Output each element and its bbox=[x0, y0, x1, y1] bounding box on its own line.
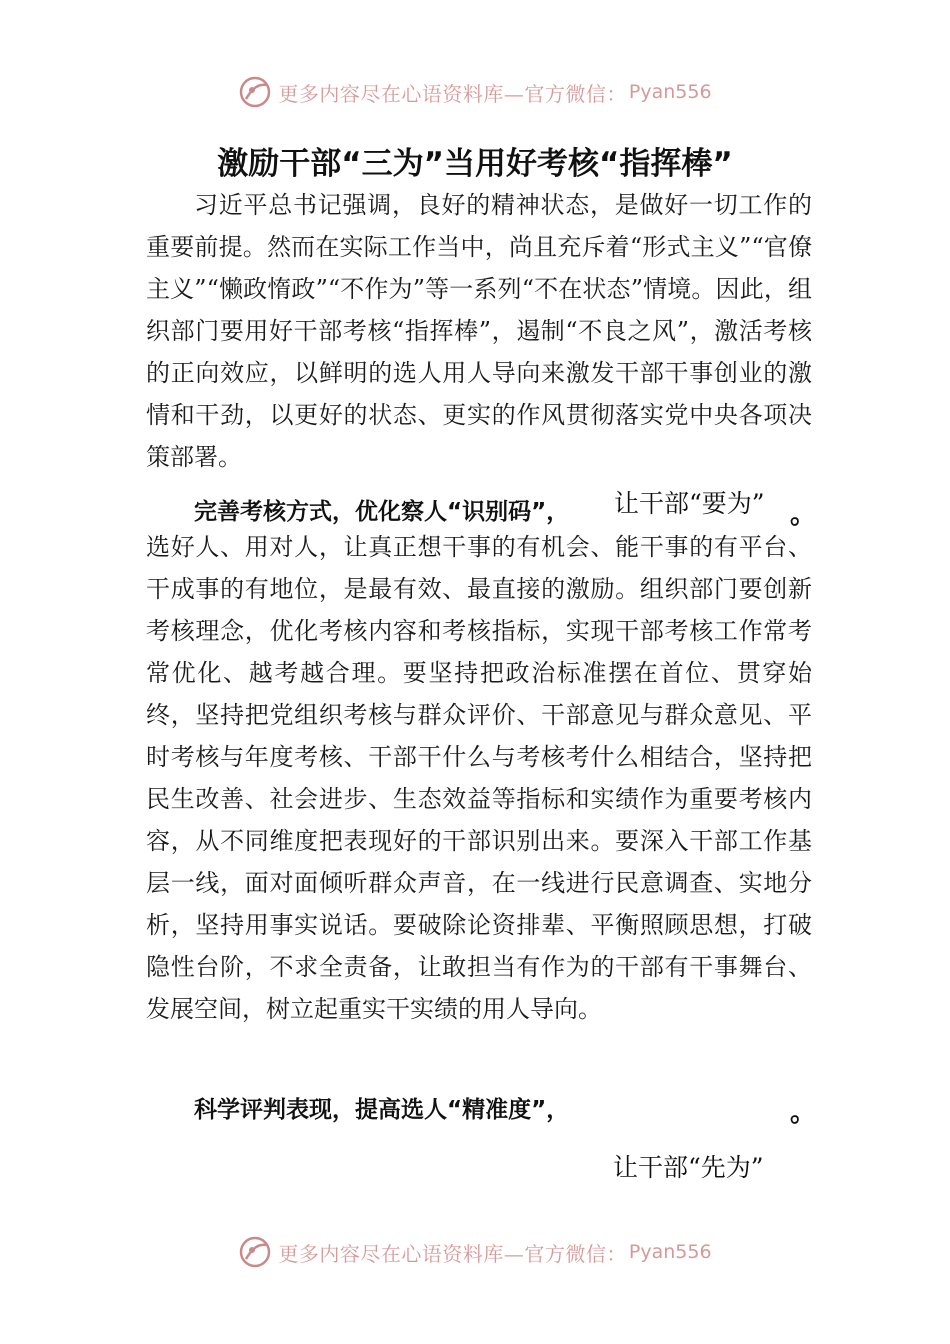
watermark-bottom bbox=[0, 1232, 950, 1272]
watermark-logo-icon bbox=[238, 75, 272, 109]
section-heading-2: 科学评判表现，提高选人“精准度”， bbox=[194, 1097, 570, 1123]
watermark-logo-icon bbox=[238, 1235, 272, 1269]
document-title: 激励干部“三为”当用好考核“指挥棒” bbox=[217, 146, 733, 182]
watermark-top bbox=[0, 72, 950, 112]
watermark-id: Pyan556 bbox=[628, 81, 712, 103]
section-heading-1-tail: 让干部“要为” bbox=[614, 489, 765, 518]
watermark-id: Pyan556 bbox=[628, 1241, 712, 1263]
section-heading-2-tail: 让干部“先为” bbox=[613, 1153, 764, 1182]
section-heading-2-period: 。 bbox=[790, 1098, 817, 1128]
paragraph-intro: 习近平总书记强调，良好的精神状态，是做好一切工作的重要前提。然而在实际工作当中，尚且充斥着“形式主义”“官僚主义”“懒政惰政”“不作为”等一系列“不在状态”情境。因此，组织部门要用好干部考核“指挥棒”，遏制“不良之风”，激活考核的正向效应，以鲜明的选人用人导向来激发干部干事创业的激情和干劲，以更好的状态、更实的作风贯彻落实党中央各项决策部署。 bbox=[146, 191, 812, 471]
paragraph-section-1: 选好人、用对人，让真正想干事的有机会、能干事的有平台、干成事的有地位，是最有效、最直接的激励。组织部门要创新考核理念，优化考核内容和考核指标，实现干部考核工作常考常优化、越考越合理。要坚持把政治标准摆在首位、贯穿始终，坚持把党组织考核与群众评价、干部意见与群众意见、平时考核与年度考核、干部干什么与考核考什么相结合，坚持把民生改善、社会进步、生态效益等指标和实绩作为重要考核内容，从不同维度把表现好的干部识别出来。要深入干部工作基层一线，面对面倾听群众声音，在一线进行民意调查、实地分析，坚持用事实说话。要破除论资排辈、平衡照顾思想，打破隐性台阶，不求全责备，让敢担当有作为的干部有干事舞台、发展空间，树立起重实干实绩的用人导向。 bbox=[146, 533, 812, 1023]
section-heading-1: 完善考核方式，优化察人“识别码”， bbox=[194, 499, 570, 525]
section-heading-1-period: 。 bbox=[790, 500, 817, 530]
watermark-text: 更多内容尽在心语资料库—官方微信： bbox=[278, 81, 627, 106]
watermark-text: 更多内容尽在心语资料库—官方微信： bbox=[278, 1241, 627, 1266]
